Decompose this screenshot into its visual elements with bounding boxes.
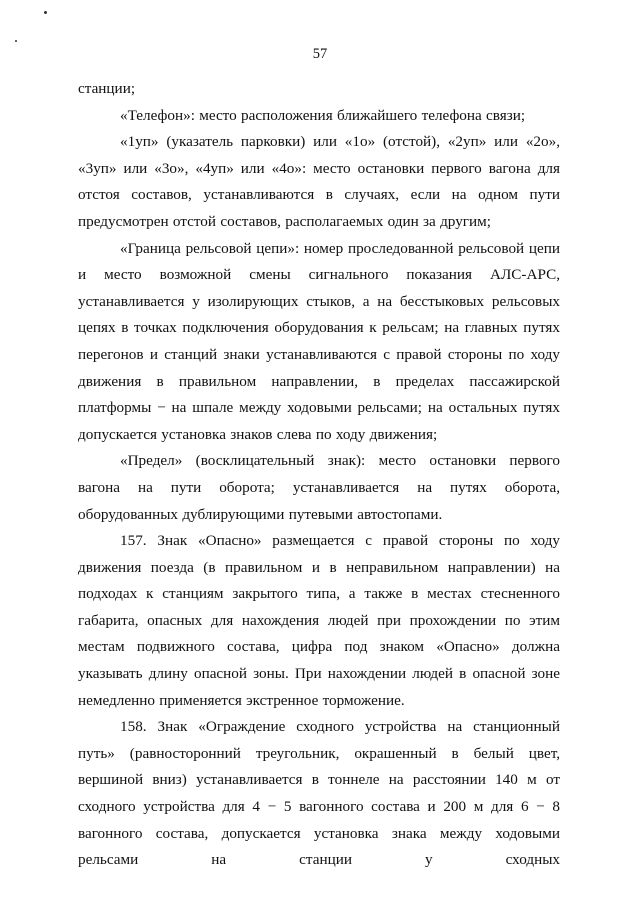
scan-speck xyxy=(44,11,47,14)
scan-speck xyxy=(15,40,17,42)
document-body xyxy=(78,76,560,874)
paragraph-limit-sign: «Предел» (восклицательный знак): место остановки первого вагона на пути оборота; устанавливается на путях оборота, оборудованных дублирующими путевыми автостопами. xyxy=(78,452,560,523)
paragraph-158-switch-guard-sign: 158. Знак «Ограждение сходного устройства на станционный путь» (равносторонний треугольник, окрашенный в белый цвет, вершиной вниз) устанавливается в тоннеле на расстоянии 140 м от сходного устройства для 4 − 5 вагонного состава и 200 м для 6 − 8 вагонного состава, допускается установка знака между ходовыми рельсами на станции у сходных xyxy=(78,718,560,869)
paragraph-telephone-sign: «Телефон»: место расположения ближайшего телефона связи; xyxy=(120,106,526,124)
paragraph-continuation: станции; xyxy=(78,80,136,97)
page-number: 57 xyxy=(312,46,328,62)
paragraph-parking-sign: «1уп» (указатель парковки) или «1о» (отстой), «2уп» или «2о», «3уп» или «3о», «4уп» или «4о»: место остановки первого вагона для отстоя составов, устанавливаются в случаях, если на одном пути предусмотрен отстой составов, располагаемых один за другим; xyxy=(78,133,560,230)
paragraph-157-danger-sign: 157. Знак «Опасно» размещается с правой стороны по ходу движения поезда (в правильном и в неправильном направлении) на подходах к станциям закрытого типа, а также в местах стесненного габарита, опасных для нахождения людей при прохождении по этим местам подвижного состава, цифра под знаком «Опасно» должна указывать длину опасной зоны. При нахождении людей в опасной зоне немедленно применяется экстренное торможение. xyxy=(78,532,560,709)
paragraph-track-circuit-boundary: «Граница рельсовой цепи»: номер проследованной рельсовой цепи и место возможной смены сигнального показания АЛС-АРС, устанавливается у изолирующих стыков, а на бесстыковых рельсовых цепях в точках подключения оборудования к рельсам; на главных путях перегонов и станций знаки устанавливаются с правой стороны по ходу движения в правильном направлении, в пределах пассажирской платформы − на шпале между ходовыми рельсами; на остальных путях допускается установка знаков слева по ходу движения; xyxy=(78,239,560,443)
